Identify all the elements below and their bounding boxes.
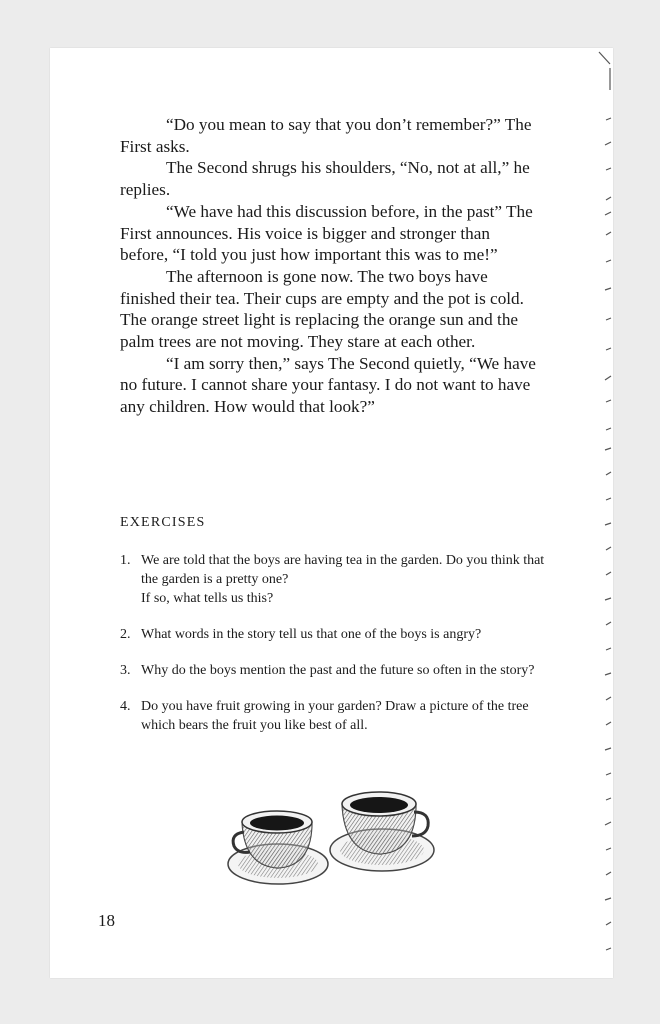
teacup-left xyxy=(228,811,328,884)
exercise-question: We are told that the boys are having tea in the garden. Do you think that the garden is a pretty one? xyxy=(141,553,545,587)
story-text xyxy=(120,114,540,418)
exercise-question: Do you have fruit growing in your garden? Draw a picture of the tree which bears the fruit you like best of all. xyxy=(141,699,529,734)
story-paragraph: “Do you mean to say that you don’t remember?” The First asks. xyxy=(120,115,532,156)
torn-edge-marks xyxy=(596,50,614,960)
exercise-number: 1. xyxy=(120,553,131,568)
teacup-right xyxy=(330,792,434,871)
exercise-item xyxy=(120,552,560,608)
exercise-followup: If so, what tells us this? xyxy=(141,590,274,606)
exercises-heading: EXERCISES xyxy=(120,515,206,530)
exercise-number: 4. xyxy=(120,699,131,715)
story-paragraph: The afternoon is gone now. The two boys have finished their tea. Their cups are empty and the pot is cold. The orange street light is replacing the orange sun and the palm trees are not moving. They stare at each other. xyxy=(120,266,524,352)
story-paragraph: “We have had this discussion before, in the past” The First announces. His voice is bigger and stronger than before, “I told you just how important this was to me!” xyxy=(120,201,533,265)
exercise-item xyxy=(120,698,560,736)
exercise-item xyxy=(120,626,560,645)
story-paragraph: The Second shrugs his shoulders, “No, not at all,” he replies. xyxy=(120,158,530,200)
exercise-question: What words in the story tell us that one of the boys is angry? xyxy=(141,626,482,642)
story-paragraph: “I am sorry then,” says The Second quietly, “We have no future. I cannot share your fantasy. I do not want to have any children. How would that look?” xyxy=(120,353,536,417)
exercise-list xyxy=(120,552,560,754)
exercise-number: 2. xyxy=(120,626,131,642)
exercise-question: Why do the boys mention the past and the future so often in the story? xyxy=(141,663,535,679)
page-number: 18 xyxy=(98,911,115,930)
teacups-icon xyxy=(220,782,450,900)
exercise-number: 3. xyxy=(120,663,131,679)
exercise-item xyxy=(120,662,560,681)
